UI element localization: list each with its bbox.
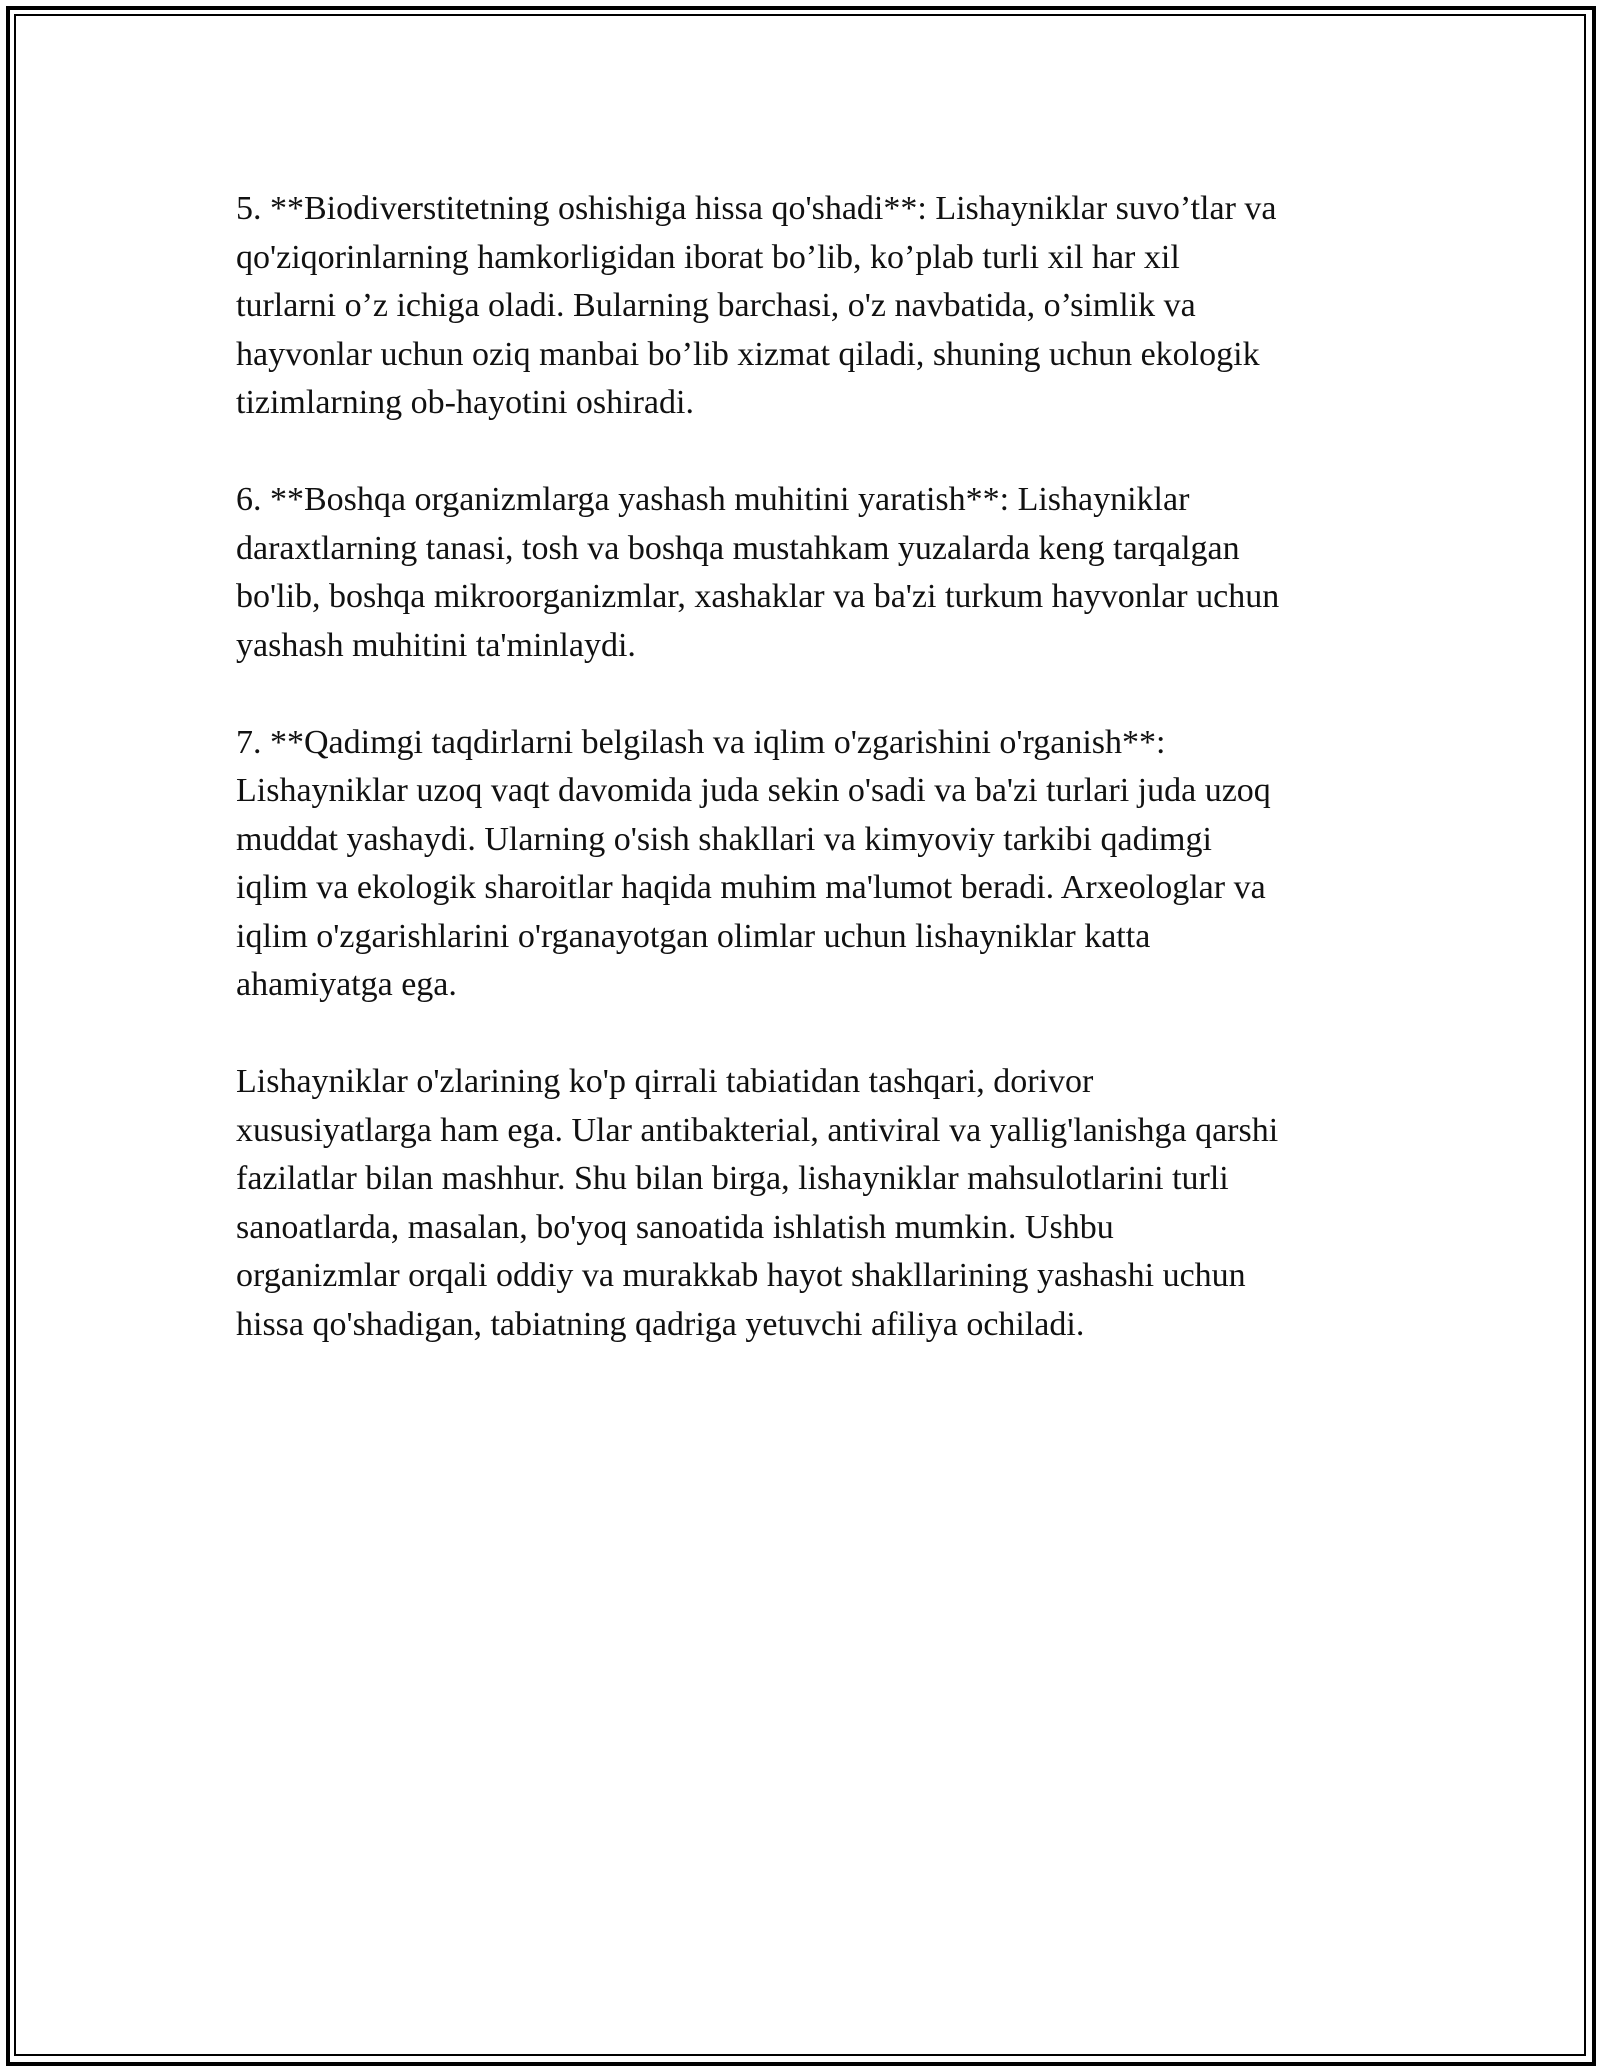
paragraph-5-biodiversity: 5. **Biodiverstitetning oshishiga hissa qo'shadi**: Lishayniklar suvo’tlar va qo'ziqorinlarning hamkorligidan iborat bo’lib, ko’plab turli xil har xil turlarni o’z ichiga oladi. Bularning barchasi, o'z navbatida, o’simlik va hayvonlar uchun oziq manbai bo’lib xizmat qiladi, shuning uchun ekologik tizimlarning ob-hayotini oshiradi. [236, 190, 1277, 421]
paragraph-conclusion: Lishayniklar o'zlarining ko'p qirrali tabiatidan tashqari, dorivor xususiyatlarga ham ega. Ular antibakterial, antiviral va yallig'lanishga qarshi fazilatlar bilan mashhur. Shu bilan birga, lishayniklar mahsulotlarini turli sanoatlarda, masalan, bo'yoq sanoatida ishlatish mumkin. Ushbu organizmlar orqali oddiy va murakkab hayot shakllarining yashashi uchun hissa qo'shadigan, tabiatning qadriga yetuvchi afiliya ochiladi. [236, 1063, 1279, 1343]
paragraph-7-climate: 7. **Qadimgi taqdirlarni belgilash va iqlim o'zgarishini o'rganish**: Lishayniklar uzoq vaqt davomida juda sekin o'sadi va ba'zi turlari juda uzoq muddat yashaydi. Ularning o'sish shakllari va kimyoviy tarkibi qadimgi iqlim va ekologik sharoitlar haqida muhim ma'lumot beradi. Arxeologlar va iqlim o'zgarishlarini o'rganayotgan olimlar uchun lishayniklar katta ahamiyatga ega. [236, 723, 1271, 1003]
document-body [236, 185, 1376, 1398]
paragraph-6-habitat: 6. **Boshqa organizmlarga yashash muhitini yaratish**: Lishayniklar daraxtlarning tanasi, tosh va boshqa mustahkam yuzalarda keng tarqalgan bo'lib, boshqa mikroorganizmlar, xashaklar va ba'zi turkum hayvonlar uchun yashash muhitini ta'minlaydi. [236, 481, 1280, 664]
